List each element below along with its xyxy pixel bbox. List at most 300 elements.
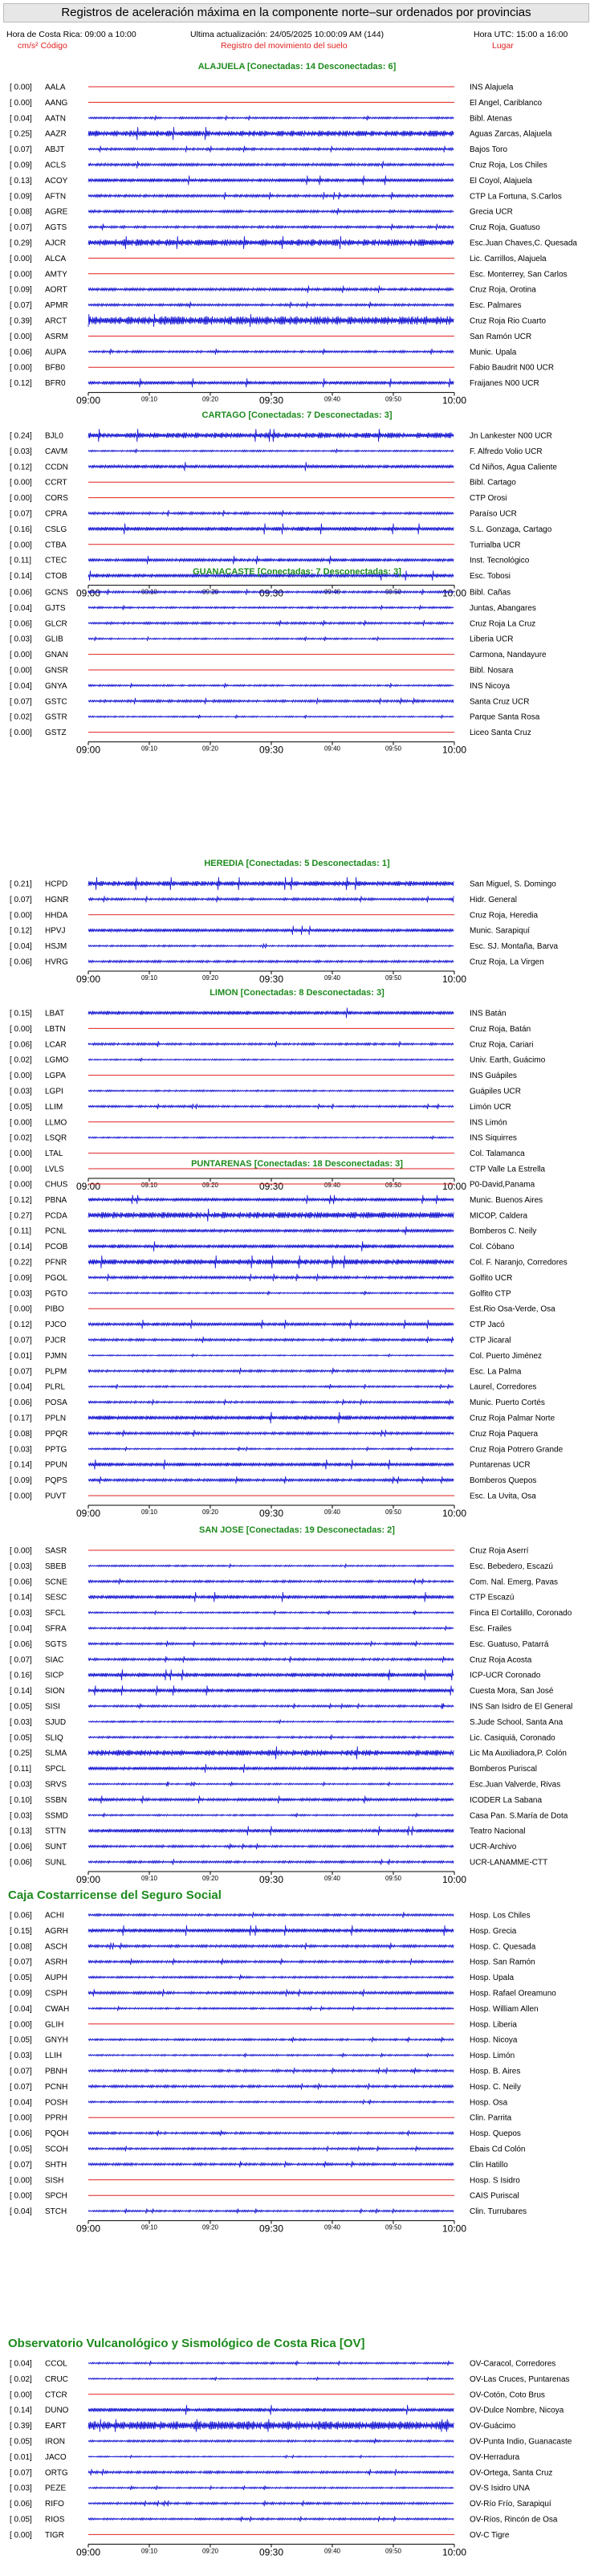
station-code: CTOB — [45, 572, 67, 582]
station-value: [ 0.22] — [10, 1258, 32, 1268]
time-tick-label: 10:00 — [441, 1508, 467, 1519]
station-place: Cruz Roja, Batán — [470, 1024, 531, 1034]
trace-signal — [88, 1255, 454, 1268]
station-value: [ 0.03] — [10, 1811, 32, 1821]
time-tick-label: 09:00 — [75, 587, 101, 599]
station-value: [ 0.03] — [10, 1780, 32, 1790]
station-code: LGMO — [45, 1055, 69, 1065]
trace-signal — [88, 2146, 454, 2152]
section-header: LIMON [Conectadas: 8 Desconectadas: 3] — [210, 988, 384, 998]
trace-signal — [88, 1592, 454, 1602]
station-value: [ 0.00] — [10, 2176, 32, 2186]
station-value: [ 0.00] — [10, 270, 32, 280]
units-code-label: cm/s² Código — [18, 41, 67, 51]
station-place: OV-Caracol, Corredores — [470, 2359, 556, 2369]
station-place: Lic. Carrillos, Alajuela — [470, 254, 547, 263]
station-value: [ 0.00] — [10, 1492, 32, 1501]
time-tick-label: 09:00 — [75, 1181, 101, 1192]
trace-signal — [88, 926, 454, 935]
station-value: [ 0.00] — [10, 2530, 32, 2540]
station-place: INS Batán — [470, 1009, 507, 1019]
time-tick-label: 10:00 — [441, 2546, 467, 2558]
trace-signal — [88, 192, 454, 199]
station-code: CCRT — [45, 478, 67, 488]
station-place: OV-C Tigre — [470, 2530, 510, 2540]
trace-signal — [88, 961, 454, 963]
station-code: LTAL — [45, 1149, 63, 1159]
trace-signal — [88, 1459, 454, 1469]
station-place: F. Alfredo Volio UCR — [470, 447, 543, 456]
station-code: CTBA — [45, 541, 67, 550]
station-value: [ 0.11] — [10, 1227, 32, 1236]
station-code: SPCH — [45, 2191, 67, 2201]
station-code: SBEB — [45, 1562, 67, 1571]
station-value: [ 0.03] — [10, 1562, 32, 1571]
station-code: ASRM — [45, 332, 68, 341]
station-value: [ 0.05] — [10, 2145, 32, 2154]
station-place: Cruz Roja, Orotina — [470, 285, 536, 295]
station-place: Esc. Monterrey, San Carlos — [470, 270, 568, 280]
station-place: INS Limón — [470, 1118, 507, 1128]
station-code: SUNT — [45, 1843, 67, 1852]
station-value: [ 0.00] — [10, 541, 32, 550]
station-value: [ 0.06] — [10, 1858, 32, 1868]
trace-signal — [88, 1764, 454, 1773]
station-value: [ 0.07] — [10, 1336, 32, 1345]
time-tick-label: 09:10 — [140, 1875, 158, 1882]
time-tick-label: 09:30 — [258, 2546, 284, 2558]
station-code: PPLN — [45, 1414, 67, 1423]
time-tick-label: 09:10 — [140, 1182, 158, 1189]
time-tick-label: 09:20 — [201, 974, 219, 982]
station-value: [ 0.03] — [10, 2051, 32, 2061]
time-tick-label: 09:40 — [323, 588, 341, 596]
station-place: CTP Valle La Estrella — [470, 1165, 546, 1174]
trace-signal — [88, 1912, 454, 1917]
station-value: [ 0.25] — [10, 129, 32, 139]
station-value: [ 0.03] — [10, 1289, 32, 1299]
station-code: SESC — [45, 1593, 67, 1602]
station-place: Hosp. B. Aires — [470, 2067, 521, 2076]
station-code: AGTS — [45, 223, 67, 233]
station-place: Hosp. Los Chiles — [470, 1911, 531, 1921]
station-value: [ 0.07] — [10, 1655, 32, 1665]
station-value: [ 0.07] — [10, 2468, 32, 2478]
station-place: CTP Escazú — [470, 1593, 515, 1602]
trace-signal — [88, 2419, 454, 2432]
station-code: TIGR — [45, 2530, 64, 2540]
section-header: Caja Costarricense del Seguro Social — [8, 1888, 222, 1902]
trace-signal — [88, 1943, 454, 1950]
trace-signal — [88, 1412, 454, 1423]
station-value: [ 0.12] — [10, 463, 32, 472]
station-value: [ 0.06] — [10, 1843, 32, 1852]
trace-signal — [88, 877, 454, 890]
hora-costa-rica: Hora de Costa Rica: 09:00 a 10:00 — [6, 30, 136, 39]
trace-signal — [88, 1195, 454, 1204]
station-value: [ 0.03] — [10, 1445, 32, 1455]
station-code: GNYA — [45, 681, 67, 691]
station-code: AATN — [45, 114, 66, 124]
station-place: Esc. La Uvita, Osa — [470, 1492, 536, 1501]
station-place: OV-Dulce Nombre, Nicoya — [470, 2406, 564, 2415]
time-tick-label: 09:20 — [201, 2547, 219, 2555]
station-value: [ 0.07] — [10, 509, 32, 519]
station-value: [ 0.00] — [10, 2191, 32, 2201]
trace-signal — [88, 449, 454, 454]
time-tick-label: 09:50 — [384, 2547, 402, 2555]
station-value: [ 0.04] — [10, 603, 32, 613]
station-value: [ 0.09] — [10, 192, 32, 202]
station-place: Hosp. San Ramón — [470, 1958, 535, 1967]
station-place: Carmona, Nandayure — [470, 651, 547, 660]
trace-signal — [88, 161, 454, 168]
station-value: [ 0.05] — [10, 1974, 32, 1983]
station-code: LCAR — [45, 1040, 67, 1050]
station-place: Limón UCR — [470, 1102, 511, 1112]
station-code: PGOL — [45, 1273, 67, 1283]
station-code: PPUN — [45, 1460, 67, 1470]
station-place: OV-Herradura — [470, 2452, 520, 2462]
station-code: LGPA — [45, 1072, 66, 1081]
trace-signal — [88, 2130, 454, 2136]
station-place: Clin Hatillo — [470, 2160, 508, 2170]
trace-signal — [88, 1734, 454, 1740]
station-place: Cruz Roja Aserrí — [470, 1546, 529, 1556]
station-value: [ 0.06] — [10, 2129, 32, 2139]
station-place: CTP Jicaral — [470, 1336, 511, 1345]
station-value: [ 0.11] — [10, 1765, 32, 1774]
station-value: [ 0.04] — [10, 114, 32, 124]
station-value: [ 0.00] — [10, 363, 32, 373]
time-tick-label: 09:40 — [323, 1508, 341, 1516]
station-place: El Coyol, Alajuela — [470, 176, 532, 186]
registro-label: Registro del movimiento del suelo — [221, 41, 348, 51]
station-place: INS San Isidro de El General — [470, 1702, 573, 1712]
station-place: S.Jude School, Santa Ana — [470, 1717, 563, 1727]
trace-signal — [88, 286, 454, 293]
station-value: [ 0.25] — [10, 1749, 32, 1758]
station-code: SRVS — [45, 1780, 67, 1790]
trace-signal — [88, 349, 454, 354]
trace-signal — [88, 1476, 454, 1484]
station-value: [ 0.06] — [10, 348, 32, 357]
time-tick-label: 09:10 — [140, 2223, 158, 2231]
station-place: Bomberos Quepos — [470, 1476, 537, 1486]
trace-signal — [88, 2500, 454, 2506]
station-code: PPQR — [45, 1429, 68, 1439]
trace-signal — [88, 1384, 454, 1389]
station-value: [ 0.14] — [10, 1687, 32, 1696]
station-code: PPRH — [45, 2113, 67, 2123]
station-value: [ 0.07] — [10, 1367, 32, 1377]
station-place: Grecia UCR — [470, 207, 513, 217]
station-place: Juntas, Abangares — [470, 603, 536, 613]
station-place: Esc. La Palma — [470, 1367, 522, 1377]
station-code: CORS — [45, 494, 68, 504]
station-code: PBNA — [45, 1195, 67, 1205]
station-code: LLIM — [45, 1102, 63, 1112]
station-place: Paraíso UCR — [470, 509, 517, 519]
station-code: AFTN — [45, 192, 67, 202]
station-code: SUNL — [45, 1858, 67, 1868]
trace-signal — [88, 116, 454, 120]
station-value: [ 0.05] — [10, 1102, 32, 1112]
ultima-actualizacion: Ultima actualización: 24/05/2025 10:00:09 AM (144) — [190, 30, 384, 39]
station-place: OV-Las Cruces, Puntarenas — [470, 2374, 570, 2384]
time-tick-label: 09:10 — [140, 1508, 158, 1516]
station-value: [ 0.07] — [10, 2160, 32, 2170]
trace-signal — [88, 1974, 454, 1980]
station-value: [ 0.04] — [10, 1624, 32, 1634]
station-place: Hosp. Osa — [470, 2098, 508, 2108]
station-code: RIOS — [45, 2515, 65, 2525]
station-value: [ 0.03] — [10, 1717, 32, 1727]
station-code: PUVT — [45, 1492, 67, 1501]
station-code: AGRE — [45, 207, 68, 217]
trace-signal — [88, 1209, 454, 1222]
station-place: Cruz Roja Paquera — [470, 1429, 539, 1439]
station-place: Hosp. C. Neily — [470, 2082, 521, 2092]
station-place: Col. Cóbano — [470, 1243, 515, 1252]
station-place: Turrialba UCR — [470, 541, 521, 550]
station-value: [ 0.00] — [10, 2390, 32, 2400]
station-code: GSTR — [45, 712, 67, 722]
station-value: [ 0.06] — [10, 1639, 32, 1649]
station-value: [ 0.00] — [10, 1304, 32, 1314]
station-place: Hosp. Limón — [470, 2051, 515, 2061]
station-place: Bibl. Cartago — [470, 478, 516, 488]
trace-signal — [88, 1813, 454, 1818]
trace-signal — [88, 1704, 454, 1709]
time-tick-label: 09:50 — [384, 1182, 402, 1189]
trace-signal — [88, 1989, 454, 1996]
station-value: [ 0.06] — [10, 1040, 32, 1050]
station-code: STTN — [45, 1827, 67, 1836]
station-value: [ 0.00] — [10, 478, 32, 488]
station-code: ACLS — [45, 161, 67, 170]
station-code: HPVJ — [45, 926, 66, 936]
time-tick-label: 09:20 — [201, 395, 219, 403]
trace-signal — [88, 1626, 454, 1631]
station-place: INS Guápiles — [470, 1072, 517, 1081]
time-tick-label: 10:00 — [441, 974, 467, 985]
station-place: ICP-UCR Coronado — [470, 1671, 541, 1680]
trace-signal — [88, 1843, 454, 1849]
station-code: EART — [45, 2422, 67, 2431]
station-code: ASCH — [45, 1942, 67, 1952]
station-place: CTP La Fortuna, S.Carlos — [470, 192, 562, 202]
station-value: [ 0.02] — [10, 712, 32, 722]
station-value: [ 0.16] — [10, 525, 32, 534]
trace-signal — [88, 378, 454, 387]
trace-signal — [88, 208, 454, 215]
station-place: San Ramón UCR — [470, 332, 532, 341]
station-place: Esc. Tobosi — [470, 572, 511, 582]
station-code: SHTH — [45, 2160, 67, 2170]
station-code: RIFO — [45, 2500, 64, 2509]
station-place: Esc.Juan Chaves,C. Quesada — [470, 239, 577, 248]
station-code: SASR — [45, 1546, 67, 1556]
station-value: [ 0.09] — [10, 1989, 32, 1998]
trace-signal — [88, 302, 454, 308]
station-code: AMTY — [45, 270, 67, 280]
station-value: [ 0.13] — [10, 1827, 32, 1836]
station-value: [ 0.04] — [10, 681, 32, 691]
station-code: DUNO — [45, 2406, 69, 2415]
station-value: [ 0.06] — [10, 1398, 32, 1408]
trace-signal — [88, 1008, 454, 1019]
station-place: Esc. Palmares — [470, 301, 522, 311]
station-value: [ 0.06] — [10, 957, 32, 967]
station-place: Esc. Guatuso, Patarrá — [470, 1639, 549, 1649]
station-place: P0-David,Panama — [470, 1180, 535, 1190]
station-value: [ 0.09] — [10, 1273, 32, 1283]
time-tick-label: 09:50 — [384, 2223, 402, 2231]
station-code: CAVM — [45, 447, 68, 456]
trace-signal — [88, 1782, 454, 1786]
station-code: LVLS — [45, 1165, 64, 1174]
time-tick-label: 09:40 — [323, 1182, 341, 1189]
trace-signal — [88, 2377, 454, 2381]
station-value: [ 0.00] — [10, 651, 32, 660]
station-value: [ 0.04] — [10, 1382, 32, 1392]
station-value: [ 0.17] — [10, 1414, 32, 1423]
section-header: HEREDIA [Conectadas: 5 Desconectadas: 1] — [204, 859, 390, 868]
station-code: ABJT — [45, 145, 65, 155]
station-value: [ 0.12] — [10, 1195, 32, 1205]
station-value: [ 0.16] — [10, 1671, 32, 1680]
station-value: [ 0.14] — [10, 1593, 32, 1602]
station-code: PPTG — [45, 1445, 67, 1455]
station-value: [ 0.02] — [10, 1133, 32, 1143]
station-place: Univ. Earth, Guácimo — [470, 1055, 546, 1065]
station-value: [ 0.09] — [10, 285, 32, 295]
station-place: Hosp. Quepos — [470, 2129, 521, 2139]
station-place: UCR-LANAMME-CTT — [470, 1858, 548, 1868]
time-tick-label: 09:30 — [258, 1508, 284, 1519]
trace-signal — [88, 2485, 454, 2490]
station-code: PQPS — [45, 1476, 67, 1486]
station-value: [ 0.12] — [10, 1321, 32, 1330]
station-value: [ 0.15] — [10, 1926, 32, 1936]
station-code: PLPM — [45, 1367, 67, 1377]
trace-signal — [88, 2517, 454, 2522]
station-code: BFR0 — [45, 379, 66, 389]
trace-signal — [88, 2037, 454, 2043]
station-place: Finca El Cortalillo, Coronado — [470, 1609, 572, 1619]
station-code: BFB0 — [45, 363, 66, 373]
station-code: CPRA — [45, 509, 67, 519]
trace-signal — [88, 1058, 454, 1062]
trace-signal — [88, 2053, 454, 2058]
station-value: [ 0.09] — [10, 1476, 32, 1486]
trace-signal — [88, 2083, 454, 2089]
station-place: Cruz Roja, Heredia — [470, 911, 539, 921]
trace-signal — [88, 1641, 454, 1647]
trace-signal — [88, 1564, 454, 1569]
station-place: Cruz Roja Rio Cuarto — [470, 316, 547, 326]
station-value: [ 0.04] — [10, 2359, 32, 2369]
station-value: [ 0.14] — [10, 1460, 32, 1470]
station-code: POSH — [45, 2098, 68, 2108]
trace-signal — [88, 556, 454, 565]
station-place: Golfito CTP — [470, 1289, 511, 1299]
time-tick-label: 09:00 — [75, 974, 101, 985]
station-place: Col. Puerto Jiménez — [470, 1351, 543, 1361]
station-code: LLIH — [45, 2051, 63, 2061]
station-value: [ 0.06] — [10, 1578, 32, 1587]
station-code: PCOB — [45, 1243, 68, 1252]
trace-signal — [88, 1925, 454, 1936]
station-code: PGTO — [45, 1289, 68, 1299]
station-place: Hosp. Rafael Oreamuno — [470, 1989, 556, 1998]
station-value: [ 0.05] — [10, 1702, 32, 1712]
station-code: GSTZ — [45, 729, 67, 738]
station-code: LLMO — [45, 1118, 67, 1128]
station-place: Teatro Nacional — [470, 1827, 526, 1836]
time-tick-label: 09:30 — [258, 2223, 284, 2235]
time-tick-label: 09:00 — [75, 1874, 101, 1885]
time-tick-label: 09:40 — [323, 974, 341, 982]
station-place: Casa Pan. S.María de Dota — [470, 1811, 568, 1821]
section-header: SAN JOSE [Conectadas: 19 Desconectadas: 2] — [199, 1525, 395, 1535]
time-tick-label: 09:00 — [75, 744, 101, 756]
station-code: PJCO — [45, 1321, 67, 1330]
trace-signal — [88, 1399, 454, 1405]
station-code: SLIQ — [45, 1733, 63, 1743]
station-value: [ 0.07] — [10, 223, 32, 233]
station-place: Cd Niños, Agua Caliente — [470, 463, 557, 472]
time-tick-label: 09:40 — [323, 1875, 341, 1882]
station-code: HSJM — [45, 942, 67, 952]
station-place: Cruz Roja Acosta — [470, 1655, 532, 1665]
trace-signal — [88, 524, 454, 535]
station-place: Guápiles UCR — [470, 1087, 521, 1096]
trace-signal — [88, 715, 454, 719]
station-code: CHUS — [45, 1180, 68, 1190]
station-place: INS Siquirres — [470, 1133, 517, 1143]
station-place: Hidr. General — [470, 895, 517, 904]
station-value: [ 0.00] — [10, 1072, 32, 1081]
time-tick-label: 09:20 — [201, 1875, 219, 1882]
station-code: SISH — [45, 2176, 64, 2186]
station-value: [ 0.03] — [10, 1087, 32, 1096]
station-code: SIAC — [45, 1655, 64, 1665]
station-code: ACOY — [45, 176, 68, 186]
station-value: [ 0.24] — [10, 431, 32, 441]
station-value: [ 0.29] — [10, 239, 32, 248]
station-code: HCPD — [45, 880, 68, 889]
station-place: Hosp. Nicoya — [470, 2035, 518, 2045]
station-code: PEZE — [45, 2484, 67, 2493]
station-place: Est.Rio Osa-Verde, Osa — [470, 1304, 555, 1314]
station-place: El Angel, Cariblanco — [470, 98, 543, 108]
station-value: [ 0.39] — [10, 316, 32, 326]
station-code: IRON — [45, 2437, 65, 2447]
time-tick-label: 09:40 — [323, 2223, 341, 2231]
station-code: GNSR — [45, 666, 68, 676]
station-value: [ 0.13] — [10, 176, 32, 186]
station-code: PIBO — [45, 1304, 64, 1314]
trace-signal — [88, 2161, 454, 2167]
trace-signal — [88, 127, 454, 140]
time-tick-label: 09:30 — [258, 1874, 284, 1885]
station-code: AORT — [45, 285, 67, 295]
station-value: [ 0.12] — [10, 926, 32, 936]
station-code: AJCR — [45, 239, 67, 248]
time-tick-label: 09:20 — [201, 2223, 219, 2231]
